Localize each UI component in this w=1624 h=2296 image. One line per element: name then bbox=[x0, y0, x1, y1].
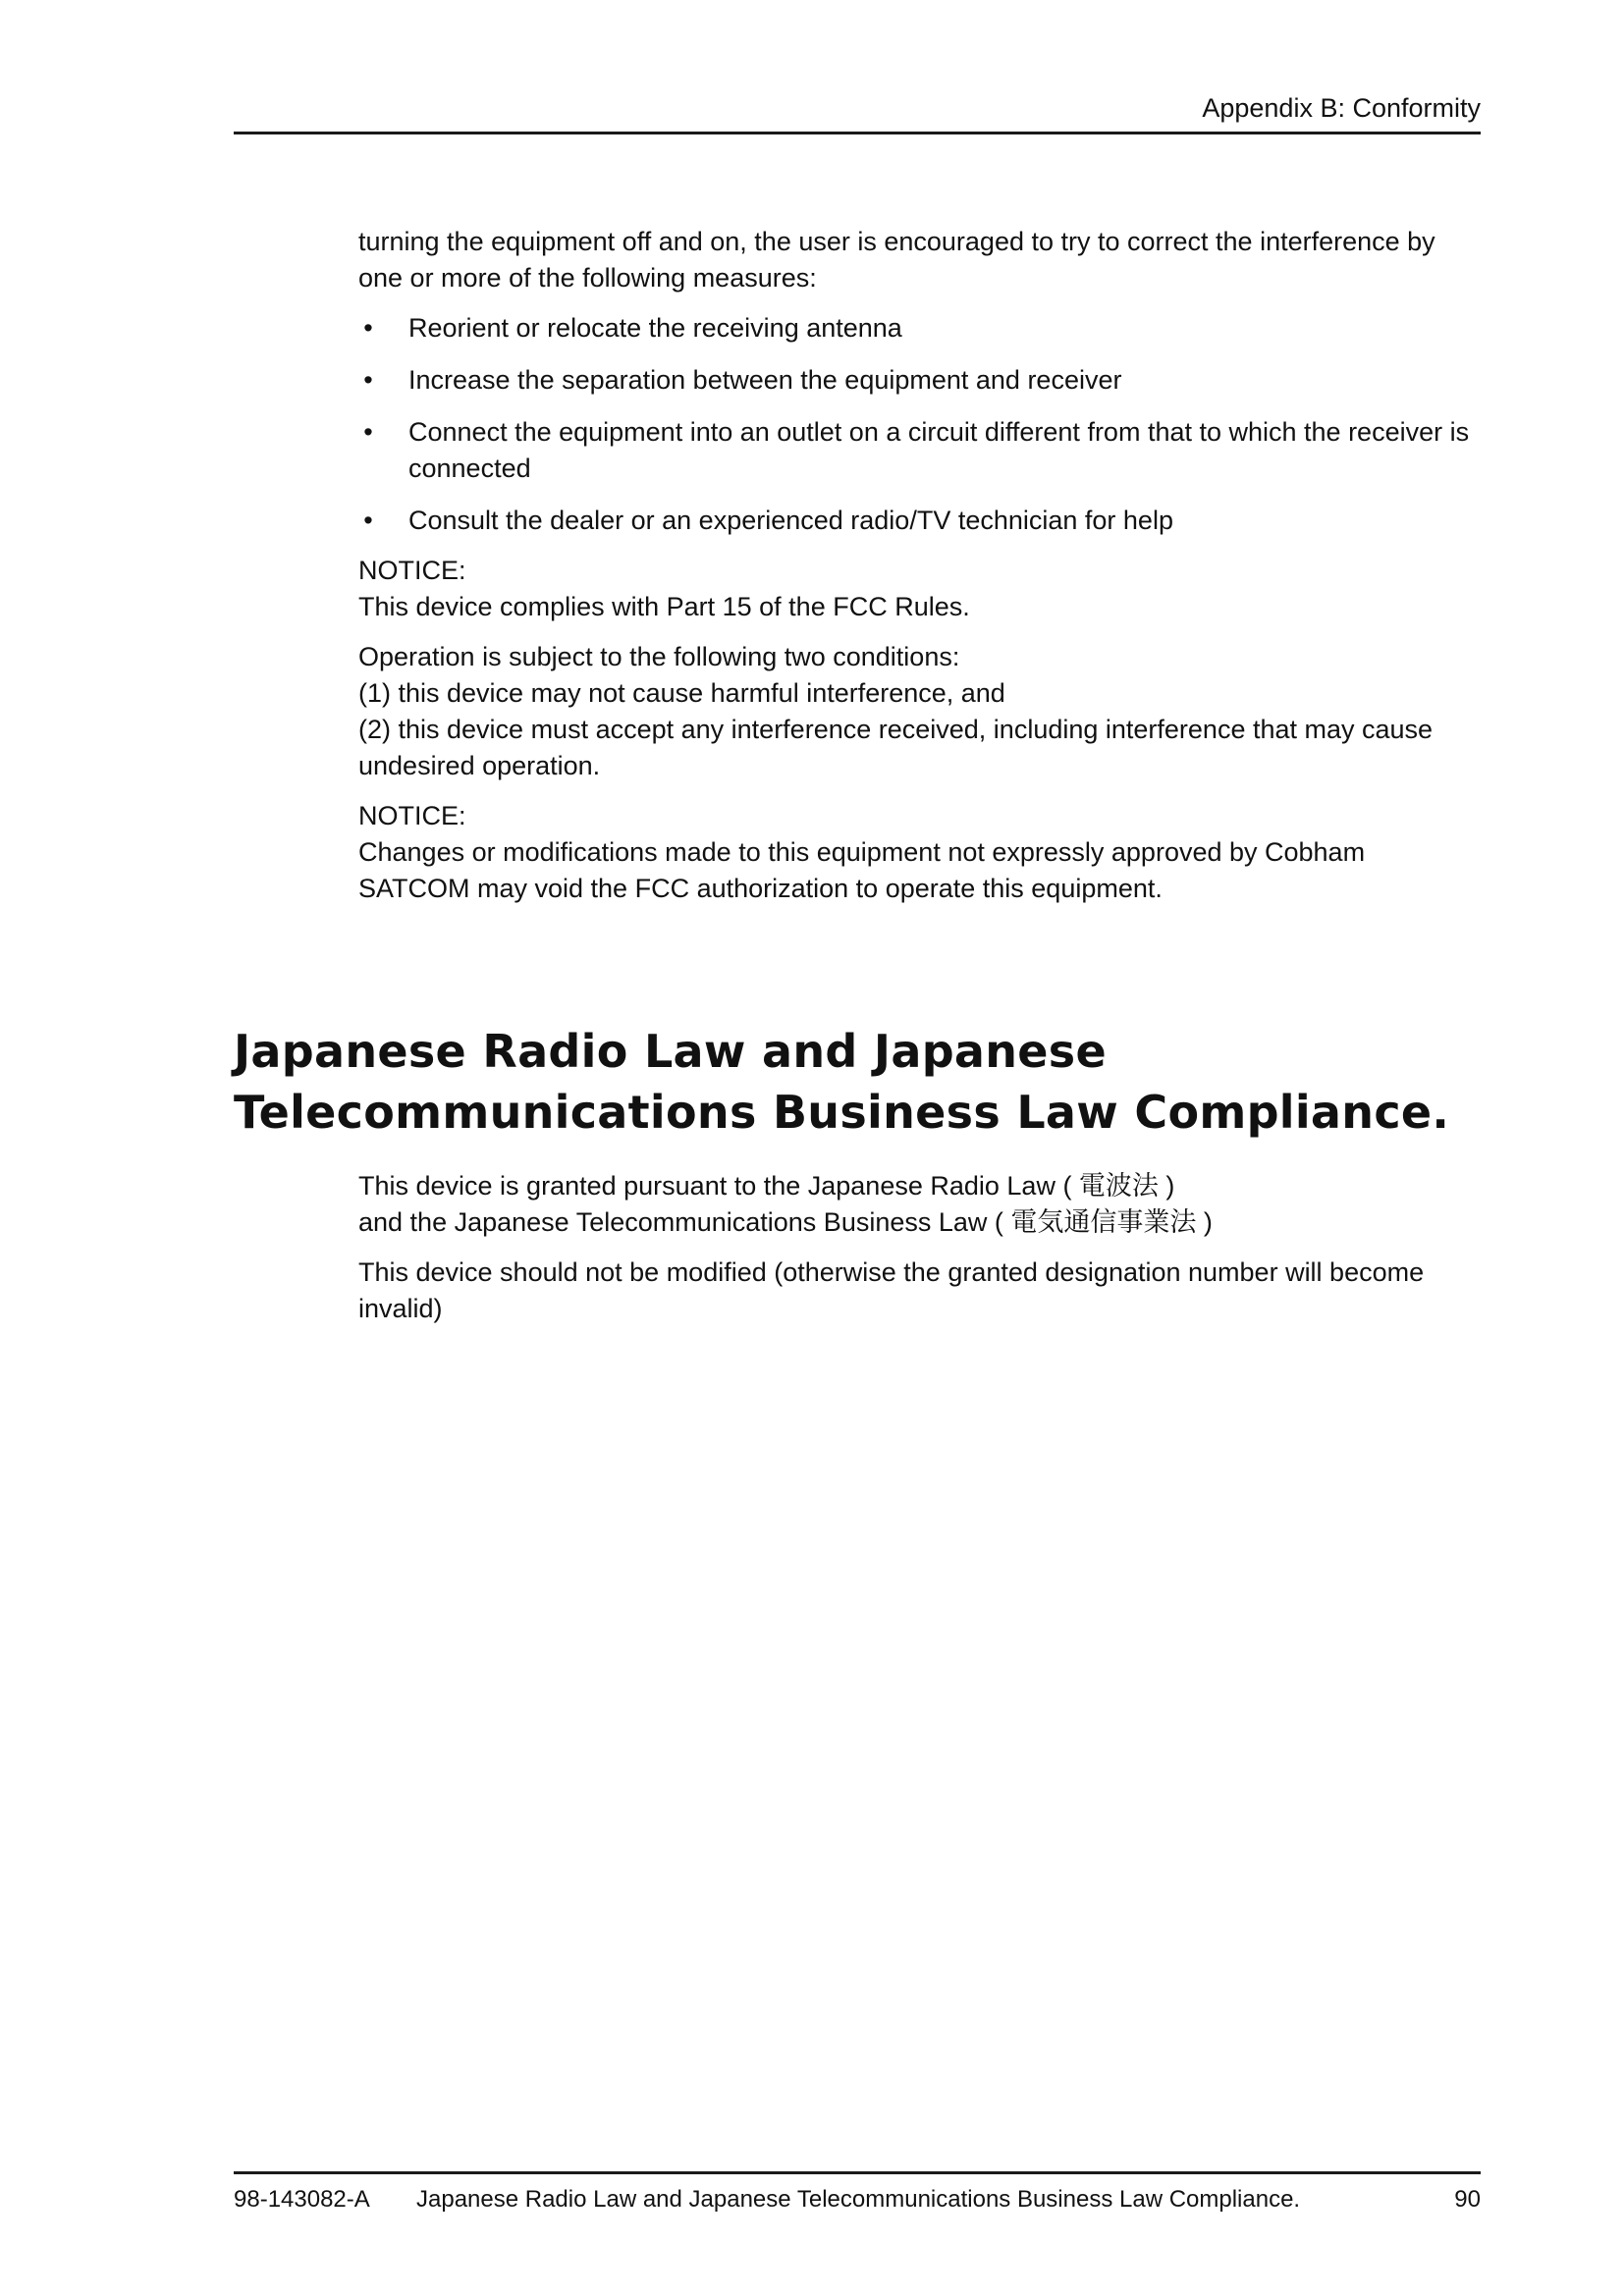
page-header bbox=[234, 90, 1481, 134]
japan-compliance-content bbox=[358, 1168, 1481, 1327]
list-item bbox=[358, 503, 1481, 539]
conditions-intro: Operation is subject to the following two conditions: bbox=[358, 642, 960, 671]
telecom-law-line: and the Japanese Telecommunications Business Law ( 電気通信事業法 ) bbox=[358, 1207, 1213, 1237]
notice-label: NOTICE: bbox=[358, 556, 466, 585]
bullet-icon: • bbox=[363, 506, 373, 535]
bullet-icon: • bbox=[363, 365, 373, 395]
list-item-text: Consult the dealer or an experienced radio/TV technician for help bbox=[408, 506, 1173, 535]
footer-doc-number: 98-143082-A bbox=[234, 2186, 370, 2213]
page-footer bbox=[234, 2171, 1481, 2217]
condition-2: (2) this device must accept any interference received, including interference that may cause undesired operation. bbox=[358, 715, 1434, 780]
footer-page-number: 90 bbox=[1454, 2186, 1481, 2213]
list-item bbox=[358, 310, 1481, 347]
notice-block-modifications bbox=[358, 798, 1481, 907]
bullet-icon: • bbox=[363, 417, 373, 447]
section-heading: Japanese Radio Law and Japanese Telecommunications Business Law Compliance. bbox=[234, 1025, 1450, 1139]
bullet-icon: • bbox=[363, 313, 373, 343]
modification-warning: This device should not be modified (otherwise the granted designation number will become invalid) bbox=[358, 1257, 1425, 1323]
fcc-content bbox=[358, 224, 1481, 907]
footer-section-title: Japanese Radio Law and Japanese Telecommunications Business Law Compliance. bbox=[416, 2186, 1301, 2213]
radio-law-line: This device is granted pursuant to the Japanese Radio Law ( 電波法 ) bbox=[358, 1171, 1175, 1201]
list-item-text: Reorient or relocate the receiving antenna bbox=[408, 313, 902, 343]
notice-text: Changes or modifications made to this equipment not expressly approved by Cobham SATCOM may void the FCC authorization to operate this equipment. bbox=[358, 837, 1366, 903]
header-title: Appendix B: Conformity bbox=[1202, 93, 1481, 123]
notice-text: This device complies with Part 15 of the FCC Rules. bbox=[358, 592, 970, 621]
list-item bbox=[358, 362, 1481, 399]
list-item bbox=[358, 414, 1481, 487]
notice-block-fcc-part15 bbox=[358, 553, 1481, 625]
measures-list bbox=[358, 310, 1481, 539]
list-item-text: Increase the separation between the equipment and receiver bbox=[408, 365, 1122, 395]
list-item-text: Connect the equipment into an outlet on a circuit different from that to which the receiver is connected bbox=[408, 417, 1470, 483]
notice-label: NOTICE: bbox=[358, 801, 466, 830]
condition-1: (1) this device may not cause harmful interference, and bbox=[358, 678, 1005, 708]
intro-paragraph: turning the equipment off and on, the user is encouraged to try to correct the interference by one or more of the following measures: bbox=[358, 227, 1435, 293]
operation-conditions bbox=[358, 639, 1481, 784]
